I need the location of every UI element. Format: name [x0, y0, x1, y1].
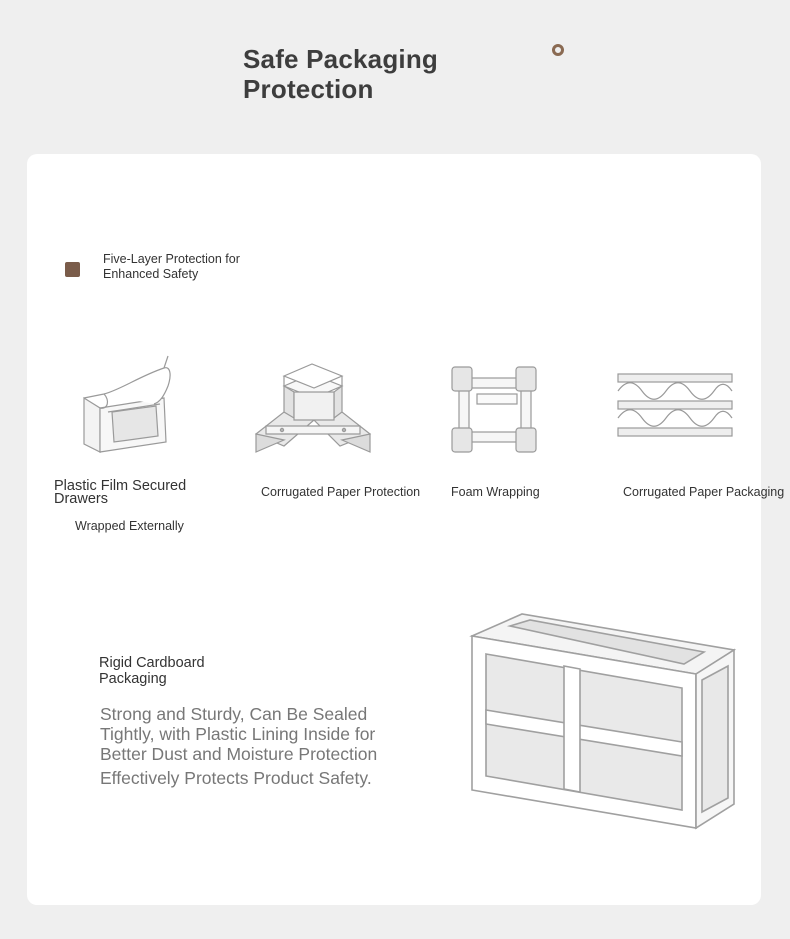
legend-label: Five-Layer Protection for Enhanced Safety	[103, 252, 240, 281]
decorative-ring-icon	[552, 44, 564, 56]
layer-label: Foam Wrapping	[451, 485, 540, 499]
plastic-film-icon	[80, 352, 180, 456]
cardboard-box-icon	[468, 610, 738, 832]
rigid-title: Rigid Cardboard Packaging	[99, 655, 205, 687]
rigid-description-2: Effectively Protects Product Safety.	[100, 768, 372, 788]
page-title: Safe Packaging Protection	[243, 44, 438, 104]
corner-protector-icon	[254, 362, 372, 456]
layer-label: Corrugated Paper Protection	[261, 485, 421, 499]
layer-label: Plastic Film Secured Drawers	[54, 478, 187, 507]
layer-label: Corrugated Paper Packaging	[623, 485, 785, 499]
layer-sublabel: Wrapped Externally	[75, 519, 184, 533]
corrugated-sheet-icon	[616, 372, 736, 440]
foam-frame-icon	[451, 366, 539, 456]
rigid-description: Strong and Sturdy, Can Be Sealed Tightly, with Plastic Lining Inside for Better Dust and Moisture Protection	[100, 704, 378, 764]
legend-swatch	[65, 262, 80, 277]
